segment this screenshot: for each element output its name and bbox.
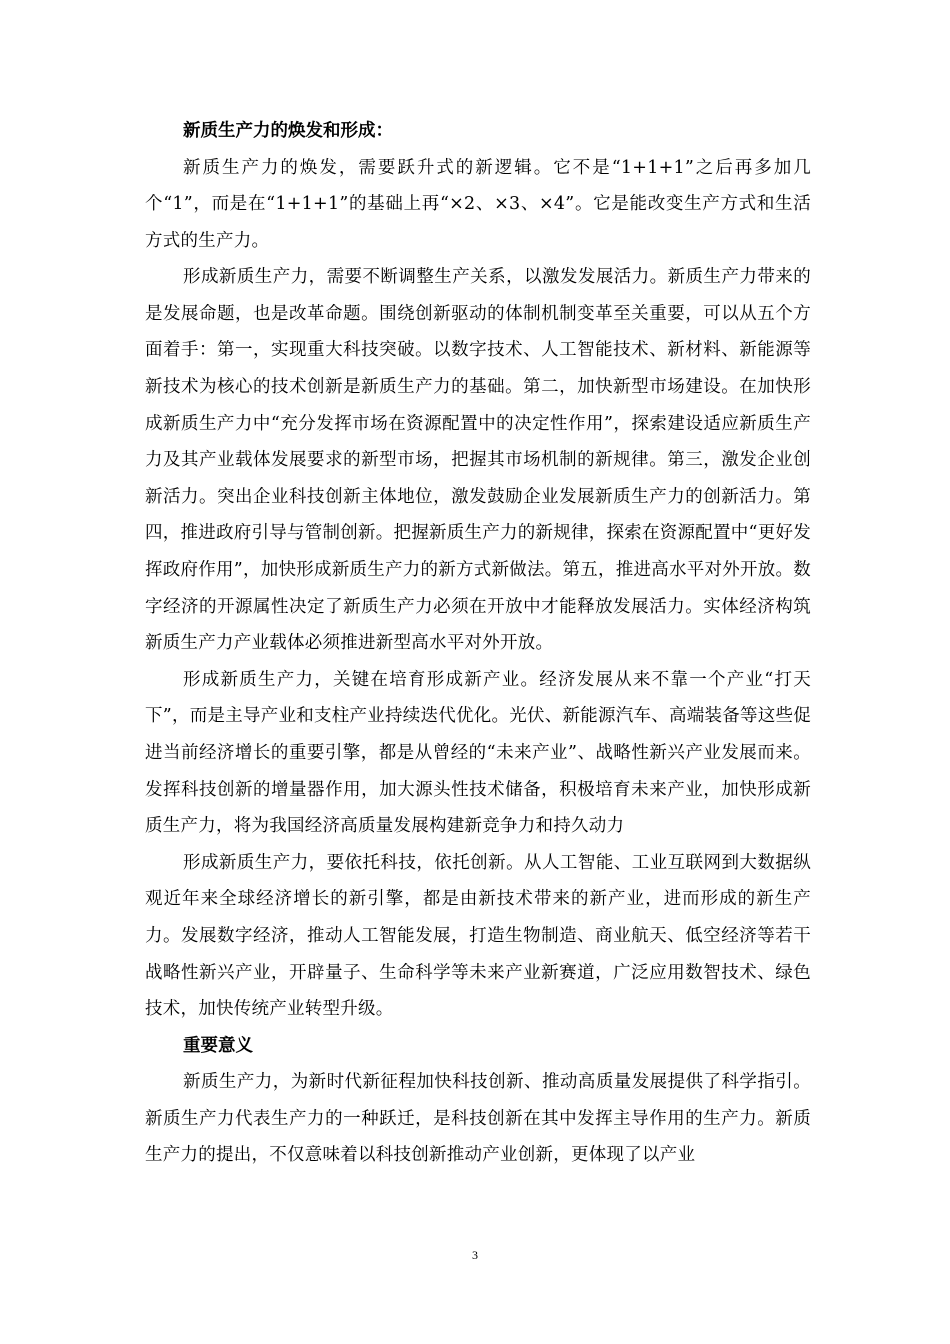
paragraph-significance: 新质生产力，为新时代新征程加快科技创新、推动高质量发展提供了科学指引。新质生产力代表生产力的一种跃迁，是科技创新在其中发挥主导作用的生产力。新质生产力的提出，不仅意味着以科技创新推动产业创新，更体现了以产业 (145, 1072, 811, 1166)
paragraph-new-industries: 形成新质生产力，关键在培育形成新产业。经济发展从来不靠一个产业“打天下”，而是主导产业和支柱产业持续迭代优化。光伏、新能源汽车、高端装备等这些促进当前经济增长的重要引擎，都是从曾经的“未来产业”、战略性新兴产业发展而来。发挥科技创新的增量器作用，加大源头性技术储备，积极培育未来产业，加快形成新质生产力，将为我国经济高质量发展构建新竞争力和持久动力 (145, 669, 811, 837)
section-heading-significance: 重要意义 (183, 1035, 253, 1056)
paragraph-production-relations: 形成新质生产力，需要不断调整生产关系，以激发发展活力。新质生产力带来的是发展命题，也是改革命题。围绕创新驱动的体制机制变革至关重要，可以从五个方面着手：第一，实现重大科技突破。以数字技术、人工智能技术、新材料、新能源等新技术为核心的技术创新是新质生产力的基础。第二，加快新型市场建设。在加快形成新质生产力中“充分发挥市场在资源配置中的决定性作用”，探索建设适应新质生产力及其产业载体发展要求的新型市场，把握其市场机制的新规律。第三，激发企业创新活力。突出企业科技创新主体地位，激发鼓励企业发展新质生产力的创新活力。第四，推进政府引导与管制创新。把握新质生产力的新规律，探索在资源配置中“更好发挥政府作用”，加快形成新质生产力的新方式新做法。第五，推进高水平对外开放。数字经济的开源属性决定了新质生产力必须在开放中才能释放发展活力。实体经济构筑新质生产力产业载体必须推进新型高水平对外开放。 (145, 267, 811, 654)
paragraph-new-logic: 新质生产力的焕发，需要跃升式的新逻辑。它不是“1+1+1”之后再多加几个“1”，而是在“1+1+1”的基础上再“×2、×3、×4”。它是能改变生产方式和生活方式的生产力。 (145, 157, 811, 251)
paragraph-technology-innovation: 形成新质生产力，要依托科技，依托创新。从人工智能、工业互联网到大数据纵观近年来全球经济增长的新引擎，都是由新技术带来的新产业，进而形成的新生产力。发展数字经济，推动人工智能发展，打造生物制造、商业航天、低空经济等若干战略性新兴产业，开辟量子、生命科学等未来产业新赛道，广泛应用数智技术、绿色技术，加快传统产业转型升级。 (145, 852, 811, 1020)
document-page (145, 113, 811, 1174)
section-heading-formation: 新质生产力的焕发和形成： (183, 121, 393, 141)
page-number: 3 (472, 1248, 478, 1262)
